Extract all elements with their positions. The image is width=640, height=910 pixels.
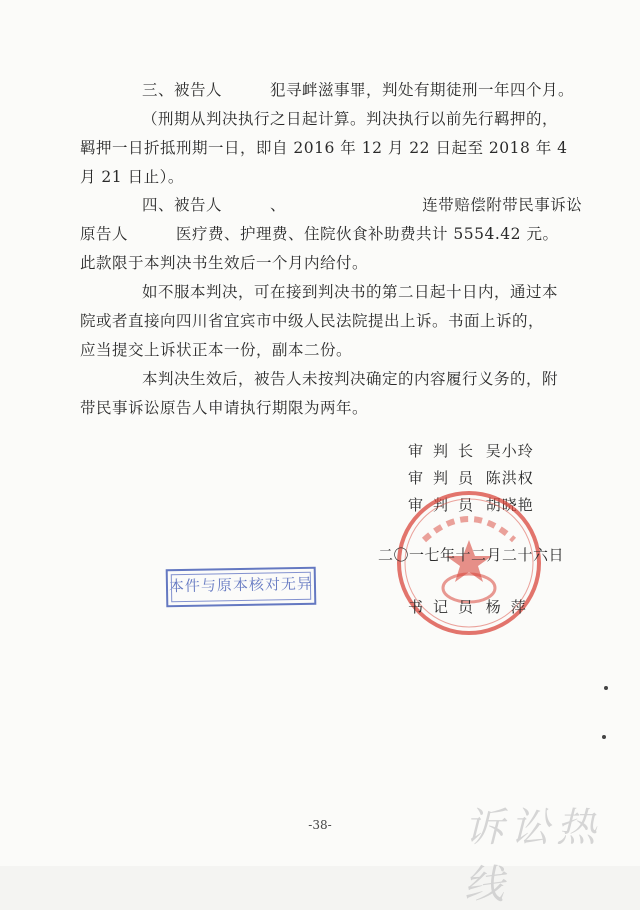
judgment-date: 二〇一七年十二月二十六日 [378, 546, 565, 564]
scan-speck [602, 735, 606, 739]
paragraph-line-4: 月 21 日止）。 [80, 168, 184, 186]
paragraph-line-5: 四、被告人 、 连带赔偿附带民事诉讼 [142, 196, 583, 214]
paragraph-line-1: 三、被告人 犯寻衅滋事罪，判处有期徒刑一年四个月。 [142, 81, 575, 99]
signature-clerk [408, 596, 536, 617]
signature-role: 书记员 [408, 598, 484, 616]
signature-judge-1 [408, 467, 534, 488]
paragraph-line-9: 院或者直接向四川省宜宾市中级人民法院提出上诉。书面上诉的， [80, 312, 545, 330]
signature-name: 杨萍 [485, 598, 536, 616]
paragraph-line-8: 如不服本判决，可在接到判决书的第二日起十日内，通过本 [142, 283, 559, 301]
signature-role: 审判员 [408, 496, 484, 514]
certified-copy-stamp: 本件与原本核对无异 [166, 567, 317, 608]
signature-presiding-judge [408, 440, 534, 461]
watermark: 诉讼热线 [464, 805, 602, 908]
paragraph-line-7: 此款限于本判决书生效后一个月内给付。 [80, 254, 369, 272]
paragraph-line-11: 本判决生效后，被告人未按判决确定的内容履行义务的，附 [142, 370, 559, 388]
paragraph-line-6: 原告人 医疗费、护理费、住院伙食补助费共计 5554.42 元。 [80, 225, 559, 243]
paragraph-line-12: 带民事诉讼原告人申请执行期限为两年。 [80, 399, 369, 417]
scan-speck [604, 686, 608, 690]
paragraph-line-2: （刑期从判决执行之日起计算。判决执行以前先行羁押的， [142, 110, 559, 128]
signature-role: 审判员 [408, 469, 484, 487]
paragraph-line-3: 羁押一日折抵刑期一日，即自 2016 年 12 月 22 日起至 2018 年 4 [80, 139, 568, 157]
paragraph-line-10: 应当提交上诉状正本一份，副本二份。 [80, 341, 353, 359]
signature-name: 胡晓艳 [485, 496, 534, 514]
page-number: -38- [308, 818, 332, 832]
signature-name: 吴小玲 [485, 442, 534, 460]
signature-name: 陈洪权 [485, 469, 534, 487]
signature-role: 审判长 [408, 442, 484, 460]
